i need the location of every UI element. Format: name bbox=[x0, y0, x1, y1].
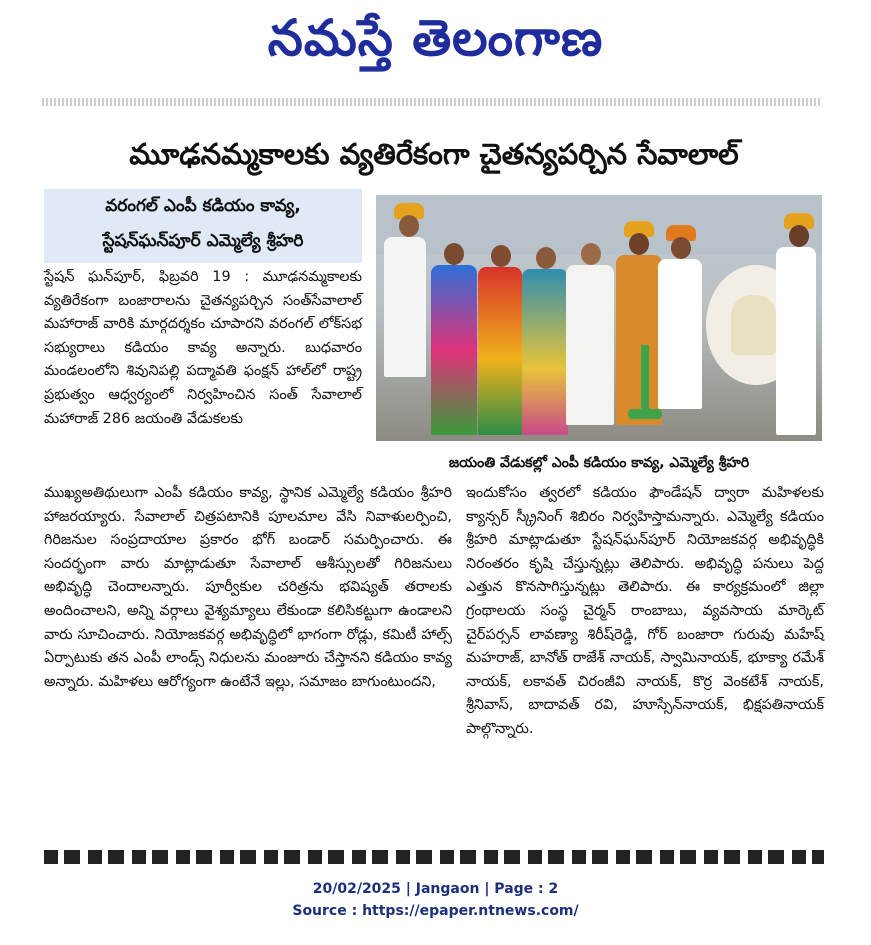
photo-person-5 bbox=[566, 265, 614, 425]
photo-lamp-stand bbox=[641, 345, 649, 415]
photo-person-3-head bbox=[491, 245, 511, 267]
photo-person-2-head bbox=[444, 243, 464, 265]
article-photo bbox=[376, 195, 822, 441]
photo-person-5-head bbox=[581, 243, 601, 265]
photo-lamp-base bbox=[628, 409, 662, 419]
article-headline: మూఢనమ్మకాలకు వ్యతిరేకంగా చైతన్యపర్చిన సేవాలాల్ bbox=[129, 137, 739, 171]
header-divider bbox=[42, 98, 822, 106]
next-headline-fragment bbox=[44, 850, 824, 864]
newspaper-logo: నమస్తే తెలంగాణ bbox=[267, 9, 604, 67]
next-headline-cutoff bbox=[44, 846, 824, 864]
photo-caption: జయంతి వేడుకల్లో ఎంపీ కడియం కావ్య, ఎమ్మెల్యే శ్రీహరి bbox=[448, 455, 750, 471]
subheadline-line-1: వరంగల్ ఎంపీ కడియం కావ్య, bbox=[105, 196, 301, 216]
photo-backdrop bbox=[376, 195, 822, 255]
page-footer bbox=[0, 878, 871, 922]
photo-person-2 bbox=[431, 265, 477, 435]
photo-person-1-head bbox=[399, 215, 419, 237]
photo-person-6 bbox=[616, 255, 662, 425]
subheadline-box bbox=[44, 189, 362, 263]
masthead bbox=[0, 0, 871, 78]
photo-person-4 bbox=[522, 269, 568, 435]
photo-person-7-head bbox=[671, 237, 691, 259]
photo-person-6-head bbox=[629, 233, 649, 255]
photo-person-8 bbox=[776, 247, 816, 435]
footer-date-edition: 20/02/2025 | Jangaon | Page : 2 bbox=[312, 881, 559, 897]
article-body-column-1: స్టేషన్ ఘన్‌పూర్, ఫిబ్రవరి 19 : మూఢనమ్మకాలకు వ్యతిరేకంగా బంజారాలను చైతన్యపర్చిన సంత్‌సేవాలాల్ మహారాజ్ వారికి మార్గదర్శకం చూపారని వరంగల్ లోక్‌సభ సభ్యురాలు కడియం కావ్య అన్నారు. బుధవారం మండలంలోని శివునిపల్లి పద్మావతి ఫంక్షన్ హాల్‌లో రాష్ట్ర ప్రభుత్వం ఆధ్వర్యంలో నిర్వహించిన సంత్ సేవాలాల్ మహారాజ్ 286 జయంతి వేడుకలకు bbox=[44, 269, 362, 427]
photo-person-8-head bbox=[789, 225, 809, 247]
photo-person-1 bbox=[384, 237, 426, 377]
subheadline-line-2: స్టేషన్‌ఘన్‌పూర్ ఎమ్మెల్యే శ్రీహరి bbox=[102, 231, 304, 251]
photo-portrait bbox=[731, 295, 776, 355]
photo-person-3 bbox=[478, 267, 522, 435]
article-body-column-2: ఇందుకోసం త్వరలో కడియం ఫౌండేషన్ ద్వారా మహిళలకు క్యాన్సర్ స్క్రీనింగ్ శిబిరం నిర్వహిస్తామన్నారు. ఎమ్మెల్యే కడియం శ్రీహరి మాట్లాడుతూ స్టేషన్‌ఘన్‌పూర్ నియోజకవర్గ అభివృద్ధికి నిరంతరం కృషి చేస్తున్నట్లు తెలిపారు. అభివృద్ధి పనులు పెద్ద ఎత్తున కొనసాగిస్తున్నట్లు తెలిపారు. ఈ కార్యక్రమంలో జిల్లా గ్రంథాలయ సంస్థ చైర్మన్ రాంబాబు, వ్యవసాయ మార్కెట్ చైర్‌పర్సన్ లావణ్యా శిరీష్‌రెడ్డి, గోర్ బంజారా గురువు మహేష్ మహరాజ్, బానోత్ రాజేశ్ నాయక్, స్వామినాయక్, భూక్యా రమేశ్ నాయక్, లకావత్ చిరంజీవి నాయక్, కొర్ర వెంకటేశ్ నాయక్, శ్రీనివాస్, బాదావత్ రవి, హూస్సేన్‌నాయక్, భిక్షపతినాయక్ పాల్గొన్నారు. bbox=[466, 485, 824, 737]
photo-person-7 bbox=[658, 259, 702, 409]
article-body-column-1-continued: ముఖ్యఅతిథులుగా ఎంపీ కడియం కావ్య, స్థానిక ఎమ్మెల్యే కడియం శ్రీహరి హాజరయ్యారు. సేవాలాల్ చిత్రపటానికి పూలమాల వేసి నివాళులర్పించి, గిరిజనుల సంప్రదాయాల ప్రకారం భోగ్ బండార్ సమర్పించారు. ఈ సందర్భంగా వారు మాట్లాడుతూ సేవాలాల్ ఆశీస్సులతో గిరిజనులు అభివృద్ధి చెందాలన్నారు. పూర్వీకుల చరిత్రను భవిష్యత్ తరాలకు అందించాలని, అన్ని వర్గాలు వైశ్యమ్యాలు లేకుండా కలిసికట్టుగా ఉండాలని వారు సూచించారు. నియోజకవర్గ అభివృద్ధిలో భాగంగా రోడ్లు, కమిటీ హాల్స్ ఏర్పాటుకు తన ఎంపీ లాండ్స్ నిధులను మంజూరు చేస్తానని కడియం కావ్య అన్నారు. మహిళలు ఆరోగ్యంగా ఉంటేనే ఇల్లు, సమాజం బాగుంటుందని, bbox=[44, 485, 452, 690]
photo-person-4-head bbox=[536, 247, 556, 269]
footer-source: Source : https://epaper.ntnews.com/ bbox=[292, 903, 579, 919]
